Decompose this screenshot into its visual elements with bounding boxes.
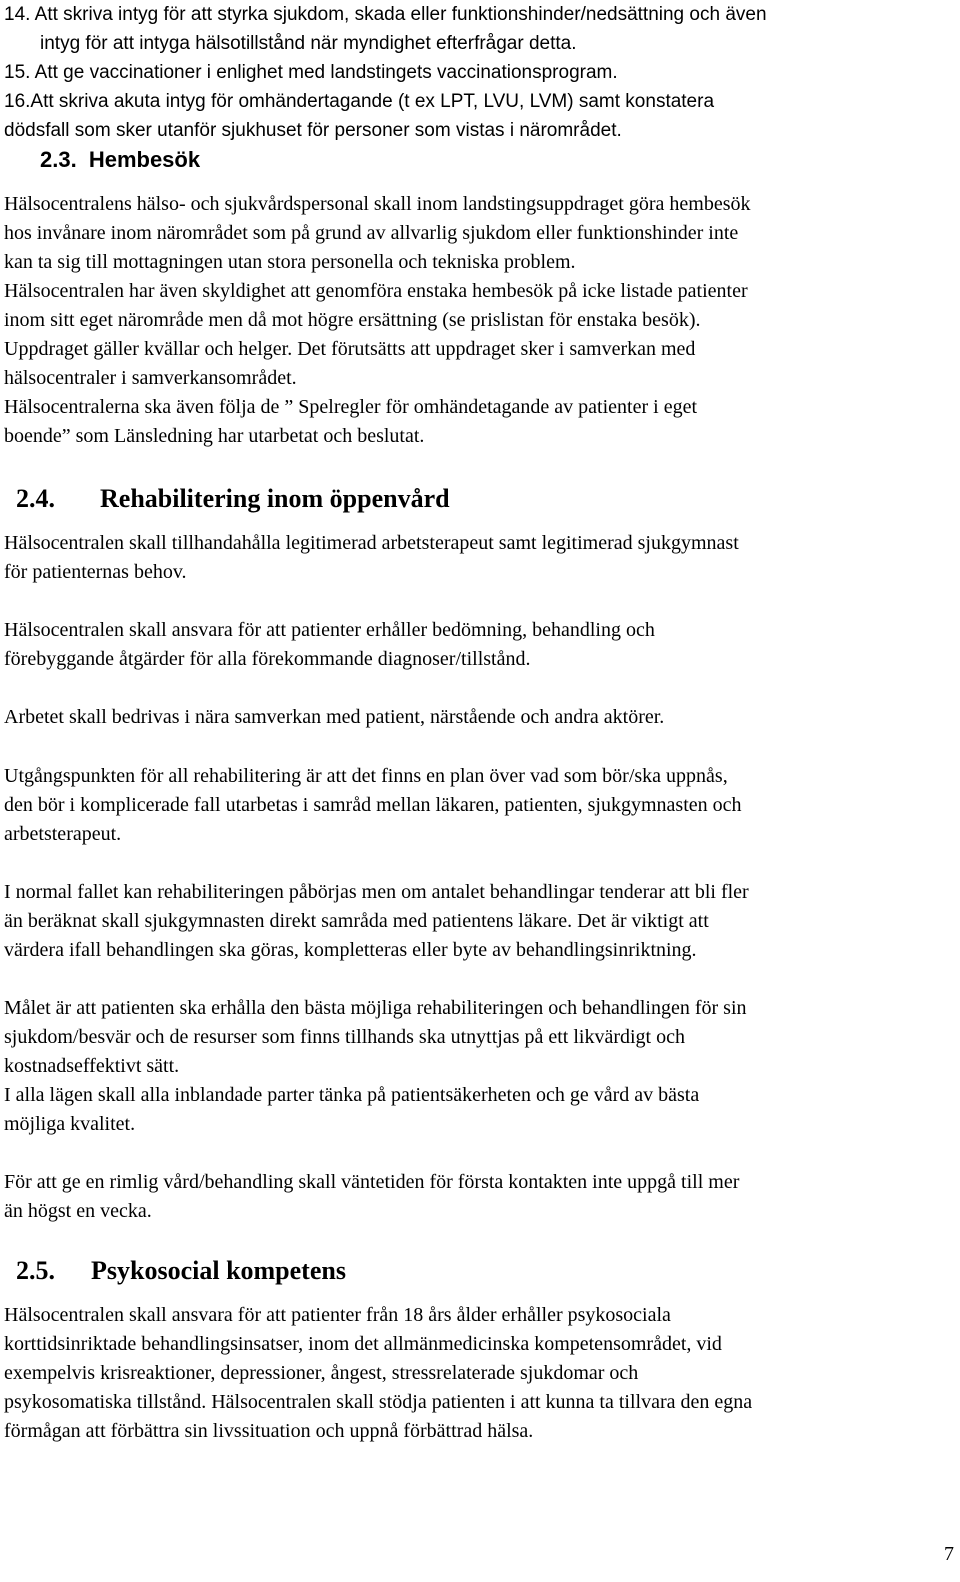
- paragraph-line: Hälsocentralen skall ansvara för att patienter från 18 års ålder erhåller psykosociala: [4, 1304, 671, 1326]
- page-number: 7: [944, 1543, 954, 1565]
- paragraph-line: förebyggande åtgärder för alla förekommande diagnoser/tillstånd.: [4, 648, 531, 670]
- paragraph-line: kostnadseffektivt sätt.: [4, 1055, 180, 1077]
- paragraph-line: Målet är att patienten ska erhålla den bästa möjliga rehabiliteringen och behandlingen för sin: [4, 997, 747, 1019]
- paragraph-line: I alla lägen skall alla inblandade parter tänka på patientsäkerheten och ge vård av bästa: [4, 1084, 700, 1106]
- list-item-16-line2: dödsfall som sker utanför sjukhuset för personer som vistas i närområdet.: [4, 120, 622, 141]
- paragraph-line: Hälsocentralerna ska även följa de ” Spelregler för omhändetagande av patienter i eget: [4, 396, 698, 418]
- section-title: Hembesök: [88, 147, 201, 172]
- section-title: Psykosocial kompetens: [91, 1256, 346, 1285]
- paragraph-line: boende” som Länsledning har utarbetat och beslutat.: [4, 425, 425, 447]
- paragraph-line: Hälsocentralen har även skyldighet att genomföra enstaka hembesök på icke listade patienter: [4, 280, 748, 302]
- section-number: 2.4.: [16, 484, 55, 513]
- paragraph-line: värdera ifall behandlingen ska göras, kompletteras eller byte av behandlingsinriktning.: [4, 939, 697, 961]
- list-item-16-line1: 16.Att skriva akuta intyg för omhändertagande (t ex LPT, LVU, LVM) samt konstatera: [4, 91, 715, 112]
- section-heading-rehabilitering: [16, 482, 450, 516]
- paragraph-line: kan ta sig till mottagningen utan stora personella och tekniska problem.: [4, 251, 576, 273]
- paragraph-line: den bör i komplicerade fall utarbetas i samråd mellan läkaren, patienten, sjukgymnasten och: [4, 794, 742, 816]
- paragraph-line: sjukdom/besvär och de resurser som finns tillhands ska utnyttjas på ett likvärdigt och: [4, 1026, 685, 1048]
- list-item-14-line2: intyg för att intyga hälsotillstånd när myndighet efterfrågar detta.: [40, 33, 577, 54]
- paragraph-line: Hälsocentralen skall ansvara för att patienter erhåller bedömning, behandling och: [4, 619, 655, 641]
- paragraph-line: exempelvis krisreaktioner, depressioner, ångest, stressrelaterade sjukdomar och: [4, 1362, 639, 1384]
- paragraph-line: Hälsocentralens hälso- och sjukvårdspersonal skall inom landstingsuppdraget göra hembesök: [4, 193, 751, 215]
- paragraph-line: förmågan att förbättra sin livssituation och uppnå förbättrad hälsa.: [4, 1420, 534, 1442]
- paragraph-line: psykosomatiska tillstånd. Hälsocentralen skall stödja patienten i att kunna ta tillvara den egna: [4, 1391, 753, 1413]
- paragraph-line: I normal fallet kan rehabiliteringen påbörjas men om antalet behandlingar tenderar att bli fler: [4, 881, 749, 903]
- paragraph-line: än beräknat skall sjukgymnasten direkt samråda med patientens läkare. Det är viktigt att: [4, 910, 709, 932]
- section-heading-hembesok: [40, 145, 200, 175]
- paragraph-line: möjliga kvalitet.: [4, 1113, 136, 1135]
- section-number: 2.3.: [40, 147, 77, 172]
- list-item-14-line1: 14. Att skriva intyg för att styrka sjukdom, skada eller funktionshinder/nedsättning och även: [4, 4, 767, 25]
- section-number: 2.5.: [16, 1256, 55, 1285]
- paragraph-line: hälsocentraler i samverkansområdet.: [4, 367, 297, 389]
- paragraph-line: än högst en vecka.: [4, 1200, 152, 1222]
- paragraph-line: Arbetet skall bedrivas i nära samverkan med patient, närstående och andra aktörer.: [4, 706, 665, 728]
- paragraph-line: Uppdraget gäller kvällar och helger. Det förutsätts att uppdraget sker i samverkan med: [4, 338, 696, 360]
- paragraph-line: Hälsocentralen skall tillhandahålla legitimerad arbetsterapeut samt legitimerad sjukgymnast: [4, 532, 739, 554]
- paragraph-line: inom sitt eget närområde men då mot högre ersättning (se prislistan för enstaka besök).: [4, 309, 701, 331]
- section-heading-psykosocial: [16, 1254, 346, 1288]
- paragraph-line: hos invånare inom närområdet som på grund av allvarlig sjukdom eller funktionshinder inte: [4, 222, 739, 244]
- paragraph-line: för patienternas behov.: [4, 561, 187, 583]
- paragraph-line: korttidsinriktade behandlingsinsatser, inom det allmänmedicinska kompetensområdet, vid: [4, 1333, 722, 1355]
- section-title: Rehabilitering inom öppenvård: [100, 484, 450, 513]
- paragraph-line: För att ge en rimlig vård/behandling skall väntetiden för första kontakten inte uppgå till mer: [4, 1171, 740, 1193]
- list-item-15: 15. Att ge vaccinationer i enlighet med landstingets vaccinationsprogram.: [4, 62, 618, 83]
- paragraph-line: arbetsterapeut.: [4, 823, 122, 845]
- paragraph-line: Utgångspunkten för all rehabilitering är att det finns en plan över vad som bör/ska uppnås,: [4, 765, 728, 787]
